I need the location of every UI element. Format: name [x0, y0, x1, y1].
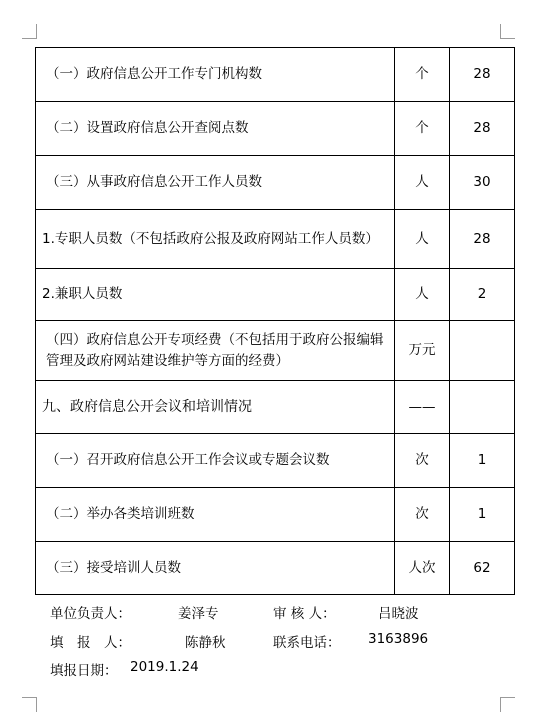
row-unit: 人	[395, 156, 450, 210]
row-item-label: （三）从事政府信息公开工作人员数	[36, 156, 395, 210]
row-value: 62	[450, 542, 515, 595]
row-item-label: （三）接受培训人员数	[36, 542, 395, 595]
table-row	[36, 269, 515, 321]
reviewer-label: 审 核 人：	[273, 606, 336, 622]
reviewer-name: 吕晓波	[378, 606, 419, 622]
row-value: 1	[450, 434, 515, 488]
row-value	[450, 321, 515, 381]
corner-mark-bottom-right	[500, 697, 515, 712]
table-row-section-heading	[36, 381, 515, 434]
corner-mark-bottom-left	[22, 697, 37, 712]
table-row	[36, 48, 515, 102]
row-item-label: （二）举办各类培训班数	[36, 488, 395, 542]
row-item-label: （二）设置政府信息公开查阅点数	[36, 102, 395, 156]
row-unit: ——	[395, 381, 450, 434]
filler-label: 填 报 人：	[50, 635, 131, 651]
row-unit: 人次	[395, 542, 450, 595]
row-item-label: （四）政府信息公开专项经费（不包括用于政府公报编辑管理及政府网站建设维护等方面的经费）	[36, 321, 395, 381]
row-item-label: （一）召开政府信息公开工作会议或专题会议数	[36, 434, 395, 488]
section-heading: 九、政府信息公开会议和培训情况	[36, 381, 395, 434]
row-value	[450, 381, 515, 434]
row-unit: 个	[395, 48, 450, 102]
table-row	[36, 156, 515, 210]
date-label: 填报日期：	[50, 663, 118, 679]
row-value: 28	[450, 48, 515, 102]
row-value: 28	[450, 210, 515, 269]
row-unit: 次	[395, 434, 450, 488]
row-unit: 个	[395, 102, 450, 156]
row-unit: 人	[395, 269, 450, 321]
row-item-label: 2.兼职人员数	[36, 269, 395, 321]
row-item-label: 1.专职人员数（不包括政府公报及政府网站工作人员数）	[36, 210, 395, 269]
phone-value: 3163896	[368, 631, 429, 647]
table-row	[36, 321, 515, 381]
table-row	[36, 210, 515, 269]
corner-mark-top-left	[22, 24, 37, 39]
phone-label: 联系电话：	[273, 635, 341, 651]
corner-mark-top-right	[500, 24, 515, 39]
row-value: 28	[450, 102, 515, 156]
date-value: 2019.1.24	[130, 659, 199, 675]
table-row	[36, 542, 515, 595]
table-row	[36, 434, 515, 488]
responsible-label: 单位负责人：	[50, 606, 131, 622]
row-value: 2	[450, 269, 515, 321]
responsible-name: 姜泽专	[178, 606, 219, 622]
row-item-label: （一）政府信息公开工作专门机构数	[36, 48, 395, 102]
row-unit: 人	[395, 210, 450, 269]
row-unit: 万元	[395, 321, 450, 381]
table-row	[36, 488, 515, 542]
report-table	[35, 47, 515, 595]
table-row	[36, 102, 515, 156]
row-value: 1	[450, 488, 515, 542]
row-unit: 次	[395, 488, 450, 542]
row-value: 30	[450, 156, 515, 210]
filler-name: 陈静秋	[185, 635, 226, 651]
